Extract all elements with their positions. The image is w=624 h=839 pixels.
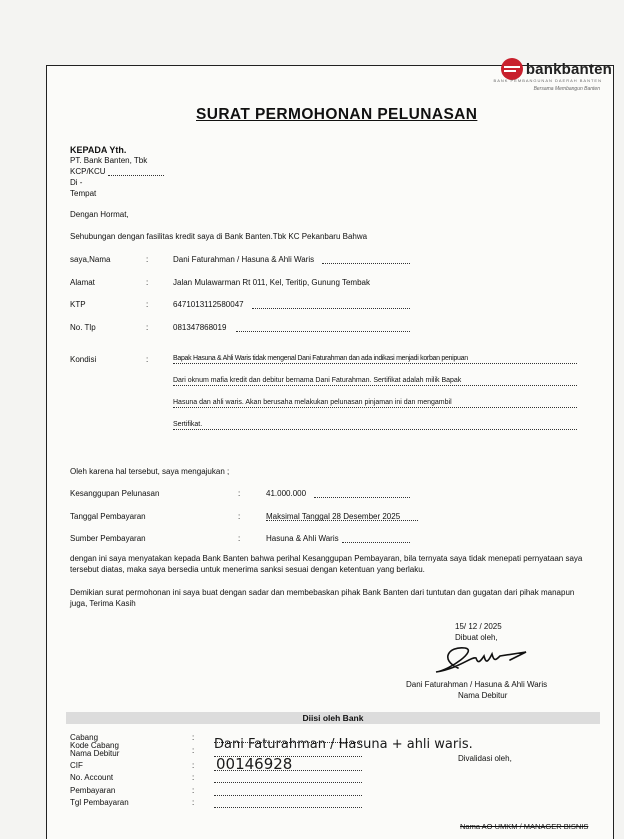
handwritten-cif: 00146928 <box>216 755 293 773</box>
bank-sep: : <box>192 786 195 795</box>
request-sep: : <box>238 512 241 521</box>
address-line2-dots <box>108 175 164 176</box>
field-sep: : <box>146 278 149 287</box>
request-value-tanggal: Maksimal Tanggal 28 Desember 2025 <box>266 512 401 521</box>
field-dots <box>252 308 410 309</box>
kondisi-sep: : <box>146 355 149 364</box>
request-label-sumber: Sumber Pembayaran <box>70 534 146 543</box>
address-line3: Di - <box>70 178 83 187</box>
logo-tagline: Bersama Membangun Banten <box>533 86 600 92</box>
request-sep: : <box>238 534 241 543</box>
field-value-nama: Dani Faturahman / Hasuna & Ahli Waris <box>173 255 315 264</box>
bank-dots <box>214 807 362 808</box>
bank-sep: : <box>192 798 195 807</box>
request-dots <box>342 542 410 543</box>
bank-sep: : <box>192 746 195 755</box>
bank-officer-footer: Nama AO UMKM / MANAGER BISNIS <box>460 822 589 831</box>
greeting: Dengan Hormat, <box>70 210 129 219</box>
field-label-ktp: KTP <box>70 300 86 309</box>
kondisi-line-4: Sertifikat. <box>173 421 577 430</box>
field-value-tlp: 081347868019 <box>173 323 227 332</box>
statement-1: dengan ini saya menyatakan kepada Bank Banten bahwa perihal Kesanggupan Pembayaran, bila ternyata saya tidak menepati pernyataan saya tersebut diatas, maka saya bersedia untuk menerima sanksi sesuai dengan ketentuan yang berlaku. <box>70 554 583 574</box>
field-dots <box>322 263 410 264</box>
bank-label-nama-debitur: Nama Debitur <box>70 749 120 758</box>
request-value-sumber: Hasuna & Ahli Waris <box>266 534 339 543</box>
logo-brand: bankbanten <box>525 60 612 78</box>
kondisi-line-2: Dari oknum mafia kredit dan debitur bernama Dani Faturahman. Sertifikat adalah milik Bapak <box>173 377 577 386</box>
bank-label-account: No. Account <box>70 773 114 782</box>
bank-label-cif: CIF <box>70 761 83 770</box>
bank-dots <box>214 782 362 783</box>
field-label-alamat: Alamat <box>70 278 95 287</box>
request-dots <box>266 520 418 521</box>
bank-logo-icon <box>501 58 523 80</box>
request-label-tanggal: Tanggal Pembayaran <box>70 512 146 521</box>
field-sep: : <box>146 255 149 264</box>
bank-sep: : <box>192 733 195 742</box>
logo-subtitle: BANK PEMBANGUNAN DAERAH BANTEN <box>493 78 602 83</box>
field-label-tlp: No. Tlp <box>70 323 96 332</box>
request-label-kesanggupan: Kesanggupan Pelunasan <box>70 489 160 498</box>
bank-dots <box>214 795 362 796</box>
address-line2: KCP/KCU <box>70 167 106 176</box>
handwritten-debtor-name: Dani Faturahman / Hasuna + ahli waris. <box>214 737 473 752</box>
kondisi-line-1: Bapak Hasuna & Ahli Waris tidak mengenal Dani Faturahman dan ada indikasi menjadi korban penipuan <box>173 355 577 364</box>
bank-sep: : <box>192 773 195 782</box>
signature-date: 15/ 12 / 2025 <box>455 622 502 631</box>
field-sep: : <box>146 300 149 309</box>
bank-label-kode-cabang: Kode Cabang <box>70 741 119 750</box>
signature-image <box>430 638 550 678</box>
signature-name: Dani Faturahman / Hasuna & Ahli Waris <box>406 680 548 689</box>
address-to: KEPADA Yth. <box>70 145 127 155</box>
request-intro: Oleh karena hal tersebut, saya mengajukan ; <box>70 467 230 476</box>
field-value-alamat: Jalan Mulawarman Rt 011, Kel, Teritip, Gunung Tembak <box>173 278 370 287</box>
address-line4: Tempat <box>70 189 97 198</box>
bank-label-pembayaran: Pembayaran <box>70 786 116 795</box>
bank-label-tgl-pembayaran: Tgl Pembayaran <box>70 798 129 807</box>
intro-text: Sehubungan dengan fasilitas kredit saya di Bank Banten.Tbk KC Pekanbaru Bahwa <box>70 232 368 241</box>
address-line1: PT. Bank Banten, Tbk <box>70 156 148 165</box>
request-value-kesanggupan: 41.000.000 <box>266 489 307 498</box>
bank-sep: : <box>192 761 195 770</box>
bank-label-cabang: Cabang <box>70 733 99 742</box>
field-dots <box>236 331 410 332</box>
document-title: SURAT PERMOHONAN PELUNASAN <box>196 106 478 123</box>
signature-made-by: Dibuat oleh, <box>455 633 498 642</box>
field-label-nama: saya,Nama <box>70 255 111 264</box>
bank-logo <box>501 58 612 80</box>
validated-by: Divalidasi oleh, <box>458 754 512 763</box>
kondisi-line-3: Hasuna dan ahli waris. Akan berusaha melakukan pelunasan pinjaman ini dan mengambil <box>173 399 577 408</box>
field-value-ktp: 6471013112580047 <box>173 300 244 309</box>
request-sep: : <box>238 489 241 498</box>
bank-section-header: Diisi oleh Bank <box>66 712 600 724</box>
field-sep: : <box>146 323 149 332</box>
signature-role: Nama Debitur <box>458 691 508 700</box>
statement-2: Demikian surat permohonan ini saya buat dengan sadar dan membebaskan pihak Bank Banten dari tuntutan dan gugatan dari pihak manapun juga, Terima Kasih <box>70 588 575 608</box>
request-dots <box>314 497 410 498</box>
kondisi-label: Kondisi <box>70 355 97 364</box>
